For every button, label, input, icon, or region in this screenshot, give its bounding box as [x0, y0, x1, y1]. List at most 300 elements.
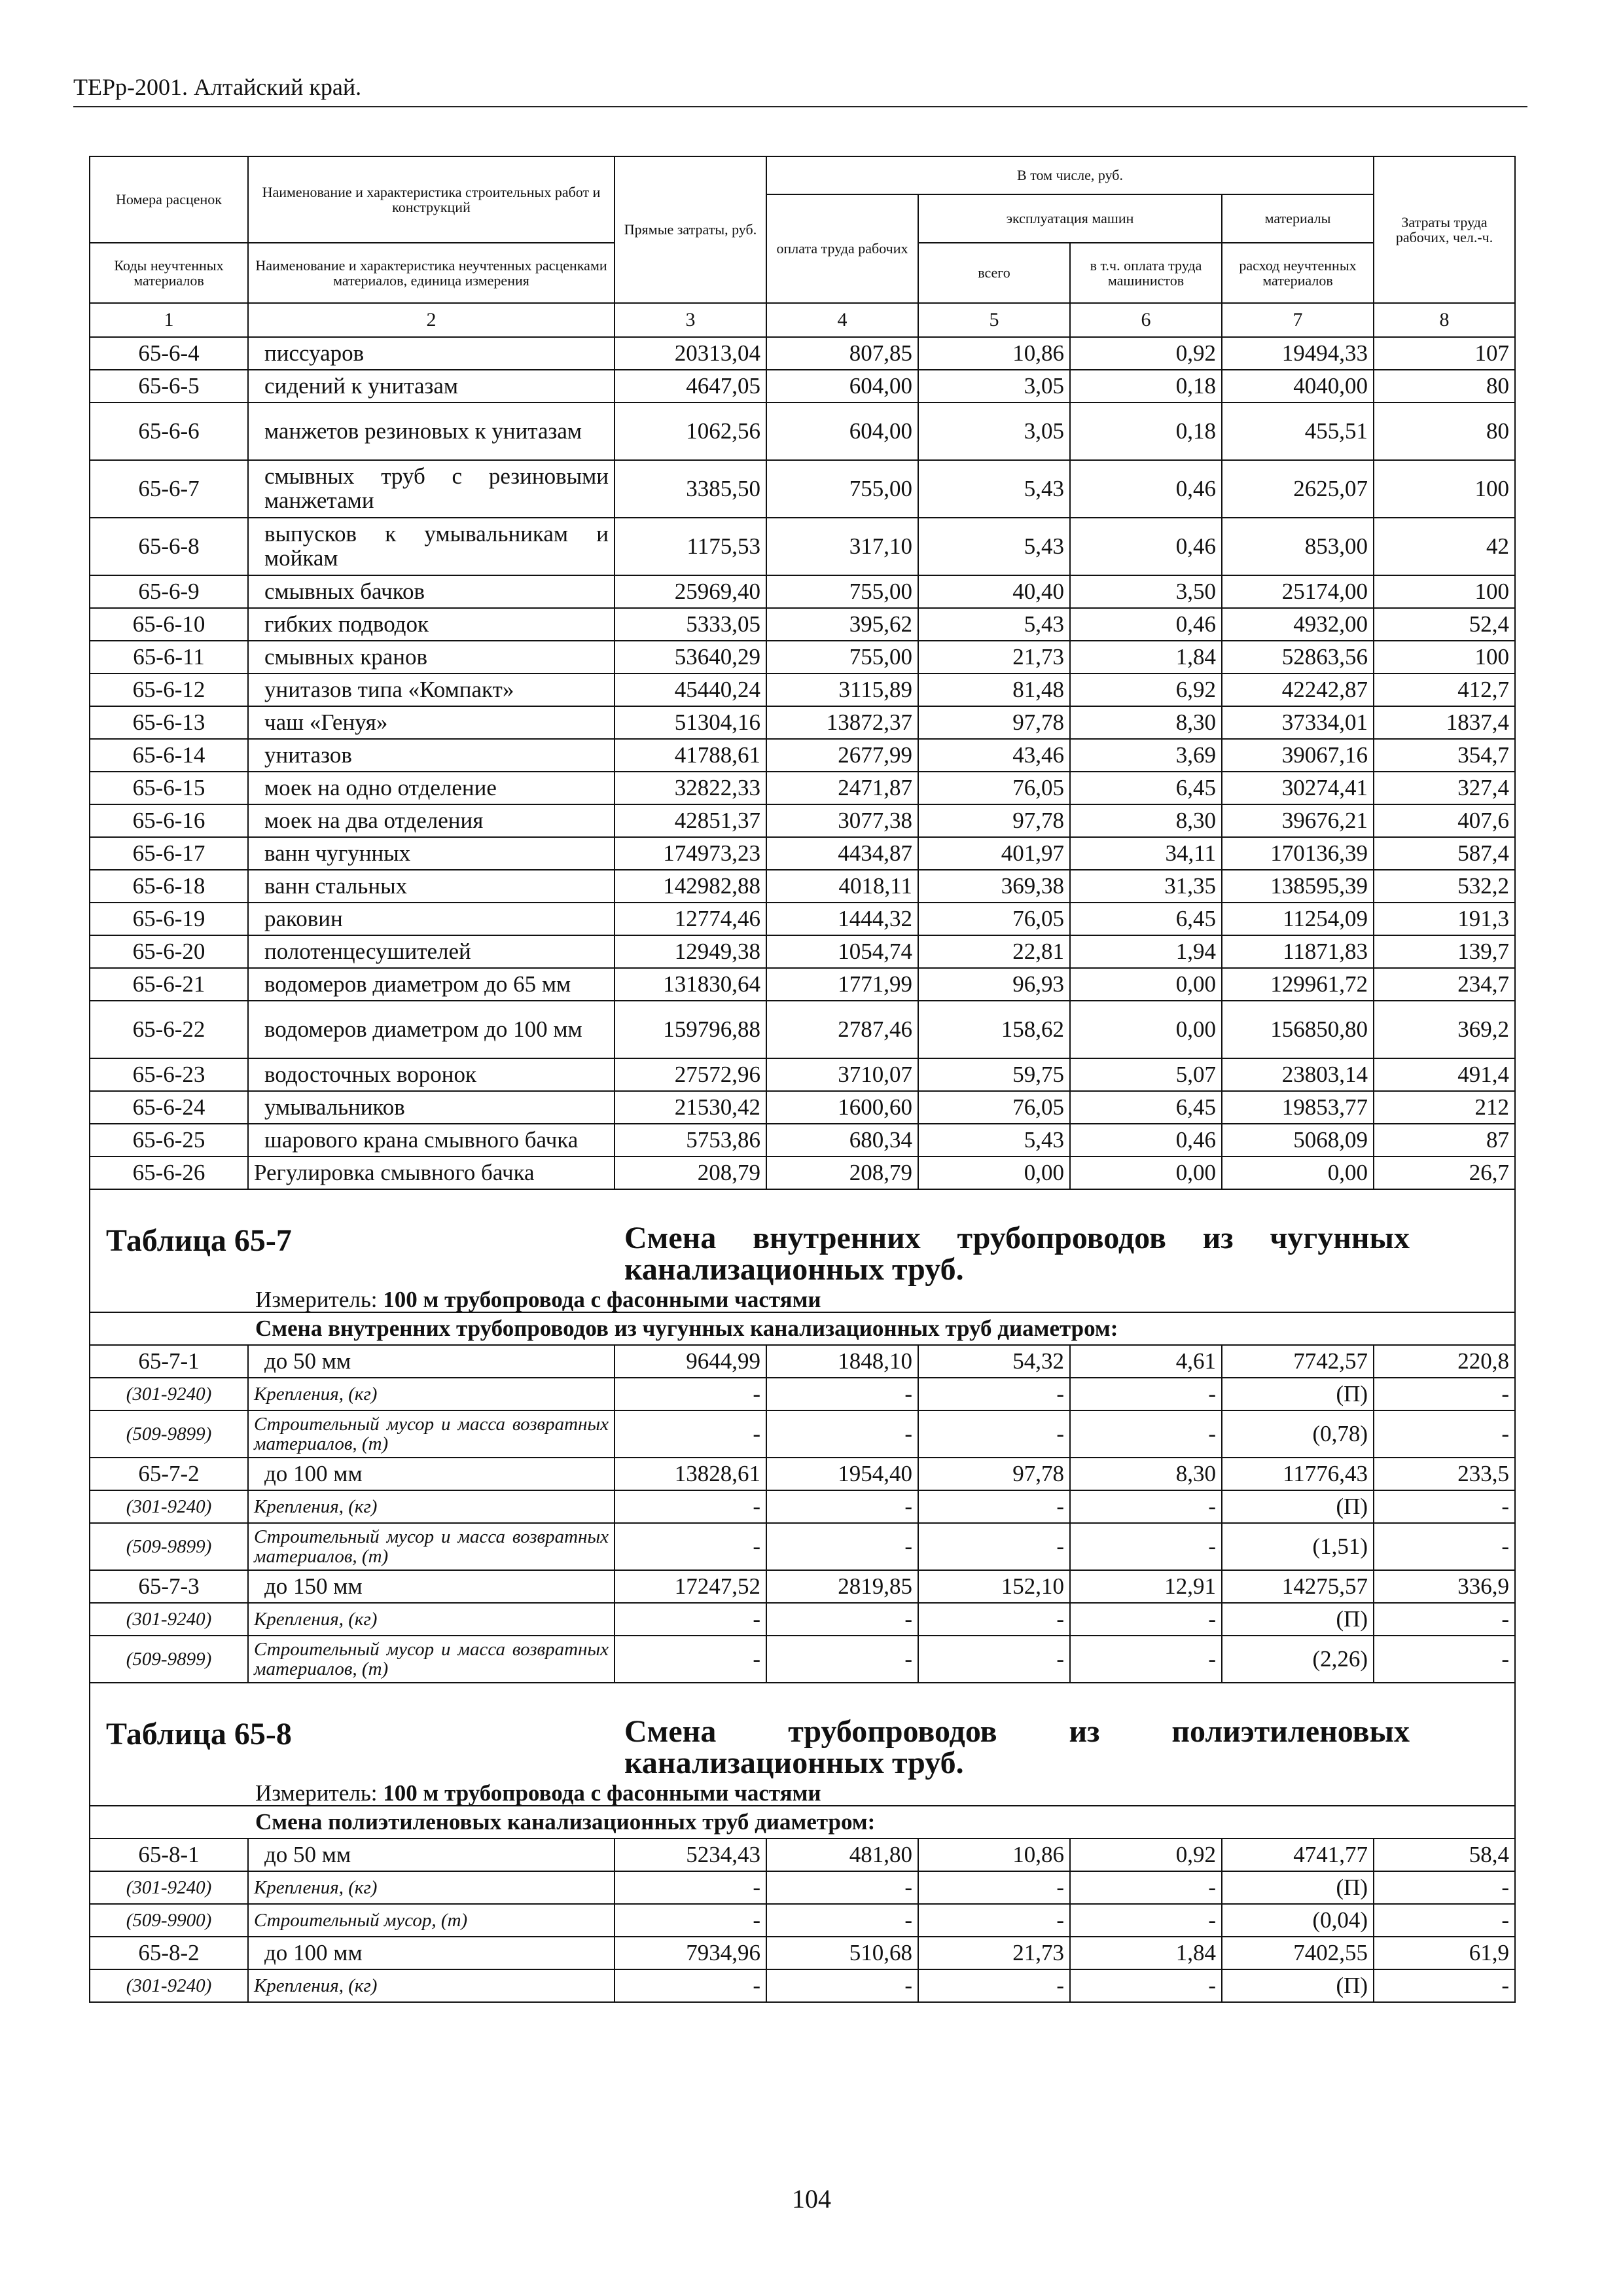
- material-row: [90, 1410, 1515, 1458]
- operator-pay-cell: 8,30: [1070, 804, 1222, 837]
- name-cell: до 100 мм: [248, 1937, 615, 1969]
- machines-cell: -: [918, 1904, 1070, 1937]
- machines-cell: 158,62: [918, 1001, 1070, 1058]
- labor-cell: 327,4: [1374, 772, 1515, 804]
- col1-top-header: Номера расценок: [90, 156, 248, 243]
- machines-cell: 43,46: [918, 739, 1070, 772]
- materials-header: материалы: [1222, 194, 1374, 243]
- code-cell: 65-6-25: [90, 1124, 248, 1157]
- code-cell: 65-6-10: [90, 608, 248, 641]
- table-row: [90, 804, 1515, 837]
- code-cell: 65-6-15: [90, 772, 248, 804]
- machines-cell: -: [918, 1636, 1070, 1683]
- direct-cost-cell: 17247,52: [615, 1570, 766, 1603]
- code-cell: 65-6-14: [90, 739, 248, 772]
- name-cell: умывальников: [248, 1091, 615, 1124]
- worker-pay-cell: 395,62: [766, 608, 918, 641]
- material-row: [90, 1636, 1515, 1683]
- material-row: [90, 1603, 1515, 1636]
- labor-cell: 532,2: [1374, 870, 1515, 903]
- operator-pay-cell: 12,91: [1070, 1570, 1222, 1603]
- worker-pay-cell: -: [766, 1603, 918, 1636]
- materials-cell: (П): [1222, 1969, 1374, 2002]
- worker-pay-cell: 481,80: [766, 1839, 918, 1871]
- worker-pay-cell: -: [766, 1523, 918, 1570]
- worker-pay-cell: 2819,85: [766, 1570, 918, 1603]
- worker-pay-cell: 807,85: [766, 337, 918, 370]
- code-cell: 65-6-24: [90, 1091, 248, 1124]
- labor-cell: 233,5: [1374, 1458, 1515, 1490]
- machines-cell: 3,05: [918, 403, 1070, 460]
- operator-pay-cell: 0,18: [1070, 370, 1222, 403]
- worker-pay-cell: -: [766, 1410, 918, 1458]
- machines-total-header: всего: [918, 243, 1070, 303]
- labor-cell: -: [1374, 1871, 1515, 1904]
- operator-pay-cell: -: [1070, 1378, 1222, 1410]
- name-cell: гибких подводок: [248, 608, 615, 641]
- table-65-6-body: [90, 337, 1515, 1189]
- labor-cell: 139,7: [1374, 935, 1515, 968]
- worker-pay-cell: 755,00: [766, 460, 918, 518]
- materials-cell: 7742,57: [1222, 1345, 1374, 1378]
- name-cell: унитазов типа «Компакт»: [248, 673, 615, 706]
- machines-cell: 5,43: [918, 1124, 1070, 1157]
- materials-cell: 4932,00: [1222, 608, 1374, 641]
- table-65-8-group: Смена полиэтиленовых канализационных труб диаметром:: [90, 1806, 1515, 1839]
- direct-cost-cell: 159796,88: [615, 1001, 766, 1058]
- materials-cell: 853,00: [1222, 518, 1374, 575]
- direct-cost-cell: 12774,46: [615, 903, 766, 935]
- machines-cell: -: [918, 1523, 1070, 1570]
- operator-pay-cell: 34,11: [1070, 837, 1222, 870]
- material-row: [90, 1969, 1515, 2002]
- machines-cell: 21,73: [918, 641, 1070, 673]
- operator-pay-cell: 0,46: [1070, 518, 1222, 575]
- name-cell: Строительный мусор и масса возвратных материалов, (т): [248, 1523, 615, 1570]
- code-cell: 65-6-21: [90, 968, 248, 1001]
- name-cell: Крепления, (кг): [248, 1969, 615, 2002]
- worker-pay-cell: 4434,87: [766, 837, 918, 870]
- table-row: [90, 870, 1515, 903]
- worker-pay-cell: 1848,10: [766, 1345, 918, 1378]
- table-65-8-section: [90, 1683, 1515, 1839]
- materials-cell: 7402,55: [1222, 1937, 1374, 1969]
- materials-cell: 52863,56: [1222, 641, 1374, 673]
- worker-pay-cell: 3077,38: [766, 804, 918, 837]
- operator-pay-cell: 31,35: [1070, 870, 1222, 903]
- labor-cell: 80: [1374, 370, 1515, 403]
- worker-pay-cell: 604,00: [766, 370, 918, 403]
- table-row: [90, 706, 1515, 739]
- code-cell: (301-9240): [90, 1969, 248, 2002]
- operator-pay-cell: -: [1070, 1904, 1222, 1937]
- labor-cell: 1837,4: [1374, 706, 1515, 739]
- labor-cell: 354,7: [1374, 739, 1515, 772]
- direct-cost-cell: 1062,56: [615, 403, 766, 460]
- operator-pay-cell: 0,46: [1070, 460, 1222, 518]
- name-cell: раковин: [248, 903, 615, 935]
- worker-pay-cell: 680,34: [766, 1124, 918, 1157]
- name-cell: Строительный мусор, (т): [248, 1904, 615, 1937]
- machines-cell: -: [918, 1871, 1070, 1904]
- unit-value: 100 м трубопровода с фасонными частями: [383, 1287, 821, 1312]
- direct-cost-cell: 53640,29: [615, 641, 766, 673]
- labor-cell: 58,4: [1374, 1839, 1515, 1871]
- code-cell: 65-7-1: [90, 1345, 248, 1378]
- name-cell: до 100 мм: [248, 1458, 615, 1490]
- direct-cost-cell: 174973,23: [615, 837, 766, 870]
- materials-cell: 2625,07: [1222, 460, 1374, 518]
- table-row: [90, 337, 1515, 370]
- name-cell: до 50 мм: [248, 1839, 615, 1871]
- labor-cell: 412,7: [1374, 673, 1515, 706]
- including-header: В том числе, руб.: [766, 156, 1374, 194]
- unaccounted-materials-header: расход неучтенных материалов: [1222, 243, 1374, 303]
- name-cell: моек на одно отделение: [248, 772, 615, 804]
- code-cell: 65-6-22: [90, 1001, 248, 1058]
- code-cell: 65-6-17: [90, 837, 248, 870]
- machines-cell: 96,93: [918, 968, 1070, 1001]
- direct-cost-cell: 21530,42: [615, 1091, 766, 1124]
- materials-cell: (0,04): [1222, 1904, 1374, 1937]
- name-cell: до 50 мм: [248, 1345, 615, 1378]
- name-cell: выпусков к умывальникам и мойкам: [248, 518, 615, 575]
- machines-cell: 76,05: [918, 772, 1070, 804]
- table-row: [90, 1157, 1515, 1189]
- direct-cost-cell: 51304,16: [615, 706, 766, 739]
- materials-cell: 138595,39: [1222, 870, 1374, 903]
- operator-pay-cell: -: [1070, 1636, 1222, 1683]
- direct-cost-cell: 3385,50: [615, 460, 766, 518]
- table-row: [90, 1001, 1515, 1058]
- price-table-container: [89, 156, 1514, 2003]
- code-cell: 65-6-4: [90, 337, 248, 370]
- labor-cell: -: [1374, 1523, 1515, 1570]
- worker-pay-cell: -: [766, 1904, 918, 1937]
- worker-pay-cell: 1954,40: [766, 1458, 918, 1490]
- col-number: 2: [248, 303, 615, 337]
- worker-pay-cell: 3710,07: [766, 1058, 918, 1091]
- materials-cell: (1,51): [1222, 1523, 1374, 1570]
- labor-cell: -: [1374, 1378, 1515, 1410]
- direct-cost-cell: 20313,04: [615, 337, 766, 370]
- code-cell: 65-6-5: [90, 370, 248, 403]
- code-cell: 65-6-20: [90, 935, 248, 968]
- operator-pay-cell: 0,00: [1070, 1001, 1222, 1058]
- operator-pay-cell: 0,92: [1070, 1839, 1222, 1871]
- operator-pay-cell: 1,84: [1070, 641, 1222, 673]
- labor-cell: 491,4: [1374, 1058, 1515, 1091]
- direct-cost-cell: 25969,40: [615, 575, 766, 608]
- direct-cost-cell: 12949,38: [615, 935, 766, 968]
- direct-cost-cell: 27572,96: [615, 1058, 766, 1091]
- operator-pay-cell: 0,46: [1070, 608, 1222, 641]
- machines-header: эксплуатация машин: [918, 194, 1222, 243]
- name-cell: смывных бачков: [248, 575, 615, 608]
- machines-cell: 5,43: [918, 518, 1070, 575]
- labor-cell: 52,4: [1374, 608, 1515, 641]
- worker-pay-cell: 3115,89: [766, 673, 918, 706]
- table-row: [90, 739, 1515, 772]
- operator-pay-cell: 6,45: [1070, 1091, 1222, 1124]
- labor-cell: 26,7: [1374, 1157, 1515, 1189]
- name-cell: Крепления, (кг): [248, 1603, 615, 1636]
- machines-cell: 97,78: [918, 804, 1070, 837]
- code-cell: (301-9240): [90, 1378, 248, 1410]
- operator-pay-cell: -: [1070, 1523, 1222, 1570]
- table-row: [90, 518, 1515, 575]
- table-row: [90, 1091, 1515, 1124]
- labor-cell: 80: [1374, 403, 1515, 460]
- operator-pay-cell: -: [1070, 1871, 1222, 1904]
- code-cell: (509-9899): [90, 1636, 248, 1683]
- labor-cell: -: [1374, 1490, 1515, 1523]
- worker-pay-cell: 1771,99: [766, 968, 918, 1001]
- material-row: [90, 1871, 1515, 1904]
- table-65-8-label: Таблица 65-8: [106, 1717, 292, 1751]
- operator-pay-header: в т.ч. оплата труда машинистов: [1070, 243, 1222, 303]
- labor-cell: -: [1374, 1410, 1515, 1458]
- table-65-8-title: Смена трубопроводов из полиэтиленовых канализационных труб.: [624, 1714, 1410, 1780]
- code-cell: 65-6-12: [90, 673, 248, 706]
- worker-pay-cell: -: [766, 1490, 918, 1523]
- page-number: 104: [792, 2184, 831, 2214]
- table-row: [90, 575, 1515, 608]
- labor-cell: 369,2: [1374, 1001, 1515, 1058]
- table-row: [90, 403, 1515, 460]
- operator-pay-cell: 6,92: [1070, 673, 1222, 706]
- table-65-7-unit: [255, 1287, 821, 1312]
- table-65-8-heading: [90, 1683, 1515, 1806]
- name-cell: Крепления, (кг): [248, 1490, 615, 1523]
- direct-cost-cell: 32822,33: [615, 772, 766, 804]
- name-cell: писсуаров: [248, 337, 615, 370]
- labor-cell: 212: [1374, 1091, 1515, 1124]
- worker-pay-cell: 2471,87: [766, 772, 918, 804]
- code-cell: 65-6-7: [90, 460, 248, 518]
- operator-pay-cell: 5,07: [1070, 1058, 1222, 1091]
- table-row: [90, 1570, 1515, 1603]
- unit-prefix: Измеритель:: [255, 1287, 378, 1312]
- worker-pay-cell: 1054,74: [766, 935, 918, 968]
- table-row: [90, 1345, 1515, 1378]
- material-row: [90, 1904, 1515, 1937]
- direct-cost-cell: 5333,05: [615, 608, 766, 641]
- operator-pay-cell: -: [1070, 1603, 1222, 1636]
- worker-pay-header: оплата труда рабочих: [766, 194, 918, 303]
- materials-cell: (П): [1222, 1490, 1374, 1523]
- table-row: [90, 1124, 1515, 1157]
- machines-cell: 5,43: [918, 608, 1070, 641]
- materials-cell: 42242,87: [1222, 673, 1374, 706]
- worker-pay-cell: 755,00: [766, 575, 918, 608]
- code-cell: (301-9240): [90, 1490, 248, 1523]
- machines-cell: 97,78: [918, 1458, 1070, 1490]
- operator-pay-cell: 8,30: [1070, 706, 1222, 739]
- table-65-8-body: [90, 1839, 1515, 2002]
- direct-cost-cell: -: [615, 1378, 766, 1410]
- name-cell: ванн чугунных: [248, 837, 615, 870]
- machines-cell: 97,78: [918, 706, 1070, 739]
- materials-cell: 129961,72: [1222, 968, 1374, 1001]
- materials-cell: 0,00: [1222, 1157, 1374, 1189]
- table-row: [90, 370, 1515, 403]
- worker-pay-cell: 510,68: [766, 1937, 918, 1969]
- direct-cost-header: Прямые затраты, руб.: [615, 156, 766, 303]
- col-number: 3: [615, 303, 766, 337]
- col-number: 4: [766, 303, 918, 337]
- direct-cost-cell: -: [615, 1904, 766, 1937]
- labor-cell: -: [1374, 1603, 1515, 1636]
- worker-pay-cell: 317,10: [766, 518, 918, 575]
- operator-pay-cell: 8,30: [1070, 1458, 1222, 1490]
- table-65-8-unit: [255, 1780, 821, 1806]
- code-cell: (509-9899): [90, 1523, 248, 1570]
- materials-cell: 39067,16: [1222, 739, 1374, 772]
- materials-cell: 37334,01: [1222, 706, 1374, 739]
- name-cell: чаш «Генуя»: [248, 706, 615, 739]
- table-row: [90, 641, 1515, 673]
- name-cell: Строительный мусор и масса возвратных материалов, (т): [248, 1410, 615, 1458]
- machines-cell: 40,40: [918, 575, 1070, 608]
- worker-pay-cell: -: [766, 1636, 918, 1683]
- direct-cost-cell: -: [615, 1969, 766, 2002]
- labor-cell: 87: [1374, 1124, 1515, 1157]
- materials-cell: 455,51: [1222, 403, 1374, 460]
- direct-cost-cell: 13828,61: [615, 1458, 766, 1490]
- code-cell: 65-6-26: [90, 1157, 248, 1189]
- code-cell: 65-6-11: [90, 641, 248, 673]
- materials-cell: (П): [1222, 1871, 1374, 1904]
- code-cell: (301-9240): [90, 1603, 248, 1636]
- materials-cell: 4741,77: [1222, 1839, 1374, 1871]
- materials-cell: (П): [1222, 1378, 1374, 1410]
- table-row: [90, 1937, 1515, 1969]
- labor-cell: 191,3: [1374, 903, 1515, 935]
- col1-bottom-header: Коды неучтенных материалов: [90, 243, 248, 303]
- code-cell: 65-6-8: [90, 518, 248, 575]
- machines-cell: 59,75: [918, 1058, 1070, 1091]
- operator-pay-cell: 0,00: [1070, 968, 1222, 1001]
- operator-pay-cell: 6,45: [1070, 772, 1222, 804]
- worker-pay-cell: 1600,60: [766, 1091, 918, 1124]
- materials-cell: 19853,77: [1222, 1091, 1374, 1124]
- operator-pay-cell: 4,61: [1070, 1345, 1222, 1378]
- worker-pay-cell: 4018,11: [766, 870, 918, 903]
- name-cell: манжетов резиновых к унитазам: [248, 403, 615, 460]
- name-cell: Строительный мусор и масса возвратных материалов, (т): [248, 1636, 615, 1683]
- labor-cell: 407,6: [1374, 804, 1515, 837]
- materials-cell: 5068,09: [1222, 1124, 1374, 1157]
- materials-cell: 23803,14: [1222, 1058, 1374, 1091]
- direct-cost-cell: 208,79: [615, 1157, 766, 1189]
- machines-cell: 22,81: [918, 935, 1070, 968]
- worker-pay-cell: 208,79: [766, 1157, 918, 1189]
- col-number: 6: [1070, 303, 1222, 337]
- col-number: 7: [1222, 303, 1374, 337]
- table-row: [90, 1458, 1515, 1490]
- direct-cost-cell: -: [615, 1490, 766, 1523]
- materials-cell: 25174,00: [1222, 575, 1374, 608]
- machines-cell: 3,05: [918, 370, 1070, 403]
- col-number: 8: [1374, 303, 1515, 337]
- name-cell: шарового крана смывного бачка: [248, 1124, 615, 1157]
- page-header: ТЕРр-2001. Алтайский край.: [73, 74, 362, 100]
- table-row: [90, 460, 1515, 518]
- direct-cost-cell: 142982,88: [615, 870, 766, 903]
- col2-bottom-header: Наименование и характеристика неучтенных расценками материалов, единица измерения: [248, 243, 615, 303]
- operator-pay-cell: 1,84: [1070, 1937, 1222, 1969]
- name-cell: смывных труб с резиновыми манжетами: [248, 460, 615, 518]
- table-65-7-title: Смена внутренних трубопроводов из чугунных канализационных труб.: [624, 1221, 1410, 1287]
- col-number: 5: [918, 303, 1070, 337]
- materials-cell: 4040,00: [1222, 370, 1374, 403]
- machines-cell: 401,97: [918, 837, 1070, 870]
- table-row: [90, 1839, 1515, 1871]
- machines-cell: 54,32: [918, 1345, 1070, 1378]
- direct-cost-cell: 5753,86: [615, 1124, 766, 1157]
- machines-cell: 76,05: [918, 903, 1070, 935]
- direct-cost-cell: 9644,99: [615, 1345, 766, 1378]
- operator-pay-cell: 3,50: [1070, 575, 1222, 608]
- code-cell: 65-6-23: [90, 1058, 248, 1091]
- labor-cell: 61,9: [1374, 1937, 1515, 1969]
- labor-cell: 100: [1374, 575, 1515, 608]
- labor-cell: 336,9: [1374, 1570, 1515, 1603]
- name-cell: полотенцесушителей: [248, 935, 615, 968]
- worker-pay-cell: 2677,99: [766, 739, 918, 772]
- code-cell: 65-6-19: [90, 903, 248, 935]
- material-row: [90, 1378, 1515, 1410]
- machines-cell: 152,10: [918, 1570, 1070, 1603]
- direct-cost-cell: 131830,64: [615, 968, 766, 1001]
- materials-cell: 11776,43: [1222, 1458, 1374, 1490]
- name-cell: до 150 мм: [248, 1570, 615, 1603]
- labor-cell: -: [1374, 1636, 1515, 1683]
- operator-pay-cell: 0,00: [1070, 1157, 1222, 1189]
- operator-pay-cell: 1,94: [1070, 935, 1222, 968]
- labor-cell: 100: [1374, 641, 1515, 673]
- worker-pay-cell: 604,00: [766, 403, 918, 460]
- machines-cell: 5,43: [918, 460, 1070, 518]
- code-cell: 65-7-3: [90, 1570, 248, 1603]
- code-cell: (509-9899): [90, 1410, 248, 1458]
- name-cell: Крепления, (кг): [248, 1378, 615, 1410]
- materials-cell: 156850,80: [1222, 1001, 1374, 1058]
- worker-pay-cell: 755,00: [766, 641, 918, 673]
- table-row: [90, 968, 1515, 1001]
- materials-cell: 170136,39: [1222, 837, 1374, 870]
- machines-cell: -: [918, 1410, 1070, 1458]
- code-cell: 65-6-18: [90, 870, 248, 903]
- name-cell: смывных кранов: [248, 641, 615, 673]
- unit-prefix: Измеритель:: [255, 1780, 378, 1806]
- materials-cell: 30274,41: [1222, 772, 1374, 804]
- materials-cell: (П): [1222, 1603, 1374, 1636]
- table-row: [90, 1058, 1515, 1091]
- table-row: [90, 903, 1515, 935]
- operator-pay-cell: 3,69: [1070, 739, 1222, 772]
- labor-cell: 220,8: [1374, 1345, 1515, 1378]
- operator-pay-cell: -: [1070, 1410, 1222, 1458]
- code-cell: 65-8-1: [90, 1839, 248, 1871]
- table-65-7-group: Смена внутренних трубопроводов из чугунных канализационных труб диаметром:: [90, 1312, 1515, 1345]
- operator-pay-cell: 0,18: [1070, 403, 1222, 460]
- direct-cost-cell: 1175,53: [615, 518, 766, 575]
- name-cell: Регулировка смывного бачка: [248, 1157, 615, 1189]
- machines-cell: 21,73: [918, 1937, 1070, 1969]
- operator-pay-cell: 6,45: [1070, 903, 1222, 935]
